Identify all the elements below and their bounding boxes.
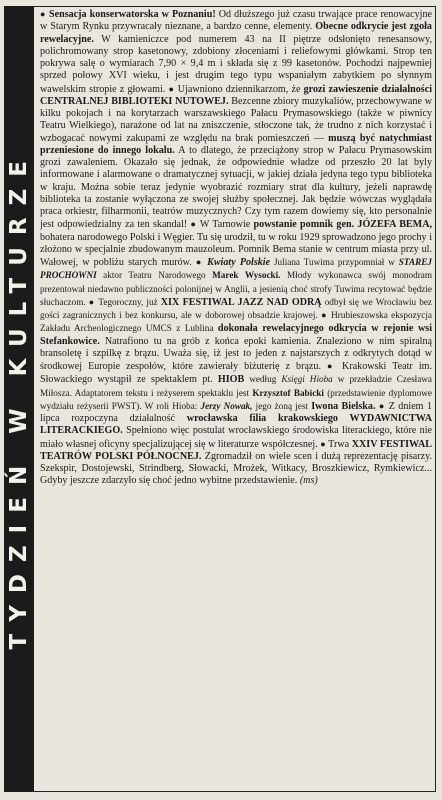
- text-bold: Iwona Bielska.: [311, 400, 376, 412]
- text-bold: muszą być natychmiast przeniesione do innego lokalu.: [40, 132, 432, 156]
- text-italic: Księgi Hioba: [281, 374, 333, 385]
- text: W Tarnowie: [199, 219, 254, 231]
- headline-jazz: XIX FESTIWAL JAZZ NAD ODRĄ: [160, 296, 322, 308]
- bullet-icon: ●: [378, 400, 386, 411]
- bullet-icon: ●: [88, 296, 96, 307]
- headline-library: grozi zawieszenie działalności CENTRALNEJ BIBLIOTEKI NUTOWEJ.: [40, 83, 432, 107]
- text: Krakowski Teatr im. Słowackiego wystąpił ze spektaklem pt.: [40, 361, 432, 386]
- text: w przekładzie Czesława Miłosza. Adaptatorem tekstu i reżyserem spektaklu jest: [40, 374, 432, 398]
- news-column: [40, 8, 432, 790]
- section-sidebar: [4, 6, 34, 792]
- text: Bezcenne zbiory muzykaliów, przechowywane w kilku pokojach i na korytarzach warszawskiego Pałacu Prymasowskiego (także w piwnicy Teatru Wielkiego), narażone od lat na zniszczenie, stłoczone tak, że trudno z nich korzystać i wzbogacać nowymi zakupami ze względu na brak pomieszczeń —: [40, 95, 432, 144]
- text: A to dlatego, że przeciążony strop w Pałacu Prymasowskim grozi zawaleniem. Okazało się jednak, że odpowiednie władze od przeszło 20 lat byly informowane i alarmowane o dramatycznej sytuacji, w jakiej działa jedyna tego typu biblioteka w kraju. Można sobie teraz jedynie wyobrazić rozmiary strat dla kultury, jeżeli naprawdę biblioteka ta zostanie wyłączona ze swojej służby społecznej. Jak będzie wówczas wyglądała praca orkiestr, filharmonii, teatrów muzycznych? Czy tym razem dowiemy się, kto personalnie jest odpowiedzialny za ten skandal!: [40, 144, 432, 231]
- text-bold: STAREJ PROCHOWNI: [40, 257, 432, 281]
- title-kwiaty-polskie: Kwiaty Polskie: [207, 257, 271, 268]
- text: Natrafiono tu na grób z końca epoki kamienia. Znaleziono w nim spiralną bransoletę i szpilkę z brązu. Uważa się, iż jest to jeden z najstarszych z odkrytych dotąd w środkowej Europie zespołów, które zawierały biżuterię z brązu.: [40, 335, 432, 372]
- text: Spełniono więc postulat wrocławskiego środowiska literackiego, które nie miało własnej oficyny specjalizującej się w literaturze współczesnej.: [40, 425, 432, 450]
- bullet-icon: ●: [190, 219, 197, 230]
- bullet-icon: ●: [320, 438, 326, 449]
- text: Juliana Tuwima przypomniał w: [270, 257, 399, 267]
- news-item-poznan: [40, 8, 432, 488]
- text: Z dniem 1 lipca rozpoczyna działalność: [40, 400, 432, 424]
- text-bold: Marek Wysocki.: [212, 270, 281, 281]
- text: Ujawniono dziennikarzom, że: [177, 83, 304, 95]
- text: W kamieniczce pod numerem 43 na II piętrze odsłonięto renesansowy, polichromowany strop kasetonowy, zdobiony złoceniami i reliefowymi główkami. Strop ten pokrywa salę o wymiarach 7,90 × 9,4 m i składa się z 99 kasetonów. Pochodzi najpewniej sprzed połowy XVI wieku, i jest drugim tego typu wspaniałym zabytkiem po słynnym wawelskim stropie z głowami.: [40, 33, 432, 95]
- section-title: TYDZIEŃ W KULTURZE: [5, 148, 32, 650]
- text: Od dłuższego już czasu trwające prace renowacyjne w Starym Rynku przywracały nieznane, a bardzo cenne, elementy.: [40, 9, 432, 33]
- headline-wydawnictwo: wrocławska filia krakowskiego WYDAWNICTWA LITERACKIEGO.: [40, 413, 432, 437]
- headline-bem: powstanie pomnik gen. JÓZEFA BEMA,: [253, 219, 432, 231]
- text-bold: Obecne odkrycie jest zgoła rewelacyjne.: [40, 21, 432, 45]
- text: (przedstawienie dyplomowe wydziału reżyserii PWST). W roli Hioba:: [40, 387, 432, 411]
- bullet-icon: ●: [168, 83, 175, 94]
- text-bold: Jerzy Nowak,: [200, 400, 253, 411]
- title-hiob: HIOB: [217, 374, 245, 386]
- author-signature: (ms): [299, 475, 318, 487]
- text: odbył się we Wrocławiu bez gości zagranicznych i bez konkursu, ale w doborowej obsadzie krajowej.: [40, 296, 432, 320]
- bullet-icon: ●: [195, 257, 203, 267]
- text: Młody wykonawca swój monodram prezentował niedawno publiczności polonijnej w Anglii, a jesienią choć strofy Tuwima recytować będzie słuchaczom.: [40, 270, 432, 307]
- text: Trwa: [328, 438, 352, 450]
- bullet-icon: ●: [40, 9, 46, 19]
- text-bold: Krzysztof Babicki: [252, 387, 324, 398]
- text: Hrubieszowska ekspozycja Zakładu Archeologicznego UMCS z Lublina: [40, 310, 432, 334]
- headline-archeology: dokonała rewelacyjnego odkrycia w rejonie wsi Stefankowice.: [40, 323, 432, 347]
- text: Zgromadził on wiele scen i dużą reprezentację pisarzy. Szekspir, Dostojewski, Strindberg, Słowacki, Mrożek, Witkacy, Broszkiewicz, Rymkiewicz... Gdyby jeszcze zdarzyło się choć jedno wybitne przedstawienie.: [40, 450, 432, 487]
- text: aktor Teatru Narodowego: [96, 270, 213, 281]
- text: Tegoroczny, już: [98, 296, 161, 307]
- headline-festival: XXIV FESTIWAL TEATRÓW POLSKI PÓŁNOCNEJ.: [40, 438, 432, 462]
- headline-poznan: Sensacja konserwatorska w Poznaniu!: [49, 9, 216, 20]
- text: jego żoną jest: [252, 400, 312, 411]
- text: według: [244, 374, 282, 385]
- text: bohatera narodowego Polski i Węgier. Tu się urodził, tu w roku 1929 sprowadzono jego prochy i złożono w specjalnie zbudowanym mauzoleum. Pomnik Bema stanie w centrum miasta przy ul. Wałowej, w pobliżu starych murów.: [40, 231, 432, 268]
- bullet-icon: ●: [321, 310, 328, 320]
- bullet-icon: ●: [327, 361, 336, 371]
